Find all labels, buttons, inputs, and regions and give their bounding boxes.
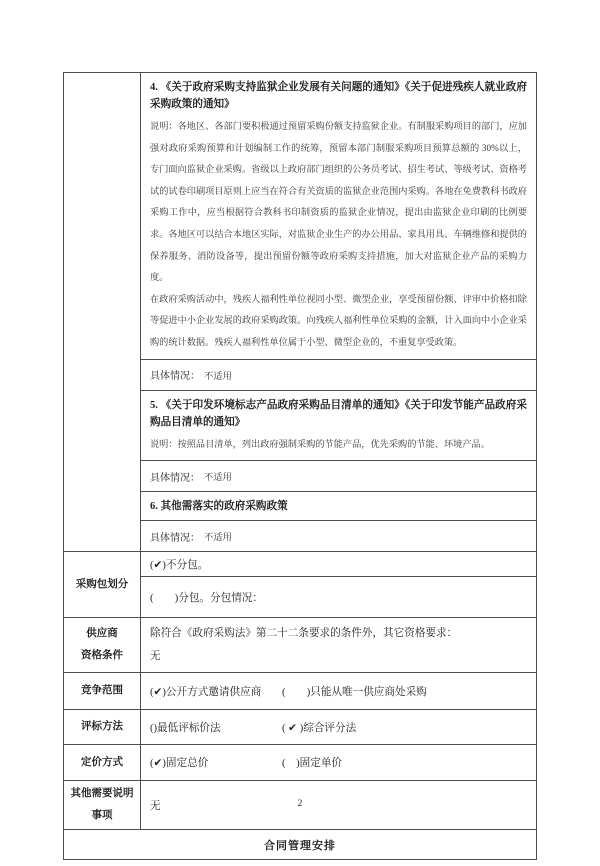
unchecked-option-text: ( )分包。分包情况：	[150, 592, 263, 604]
policy-item-6	[141, 491, 536, 520]
policy-item-6-title: 6. 其他需落实的政府采购政策	[150, 500, 288, 512]
pricing-method-row	[64, 744, 536, 780]
detail-value: 不适用	[204, 371, 232, 382]
empty-left-cell	[64, 73, 141, 551]
policy-item-4-title: 4. 《关于政府采购支持监狱企业发展有关问题的通知》《关于促进残疾人就业政府采购政策的通知》	[150, 82, 527, 110]
detail-label: 具体情况：	[150, 371, 200, 383]
label-line-1: 其他需要说明	[70, 788, 134, 800]
policy-items-row	[64, 73, 536, 551]
procurement-policy-table	[63, 72, 537, 860]
label-line-2: 事项	[91, 810, 113, 822]
package-division-label: 采购包划分	[64, 552, 141, 617]
policy-item-5	[141, 390, 536, 461]
option-subpackage	[141, 576, 536, 617]
competition-scope-options	[141, 673, 536, 709]
policy-items-stack	[141, 73, 536, 551]
lowest-price-option: ()最低评标价法	[150, 722, 221, 734]
open-invitation-option: (✔)公开方式邀请供应商	[150, 686, 262, 698]
contract-management-title: 合同管理安排	[264, 839, 336, 852]
fixed-unit-price-option: ( )固定单价	[282, 758, 343, 770]
policy-item-4-description-1: 说明：各地区、各部门要积极通过预留采购份额支持监狱企业。有制服采购项目的部门，应加强对政府采购预算和计划编制工作的统筹，预留本部门制服采购项目预算总额的 30%以上，专门面向监狱企业采购。省级以上政府部门组织的公务员考试、招生考试、等级考试、资格考试的试卷印刷项目原则上应当在符合有关资质的监狱企业范围内采购。各地在免费教科书政府采购工作中，应当根据符合教科书印制资质的监狱企业情况，提出由监狱企业印刷的比例要求。各地区可以结合本地区实际，对监狱企业生产的办公用品、家具用具、车辆维修和提供的保养服务、消防设备等，提出预留份额等政府采购支持措施，加大对监狱企业产品的采购力度。	[150, 121, 527, 283]
label-line-1: 供应商	[86, 628, 118, 640]
package-division-row	[64, 551, 536, 617]
detail-value: 不适用	[204, 533, 232, 544]
pricing-method-label: 定价方式	[64, 745, 141, 780]
competition-scope-row	[64, 672, 536, 709]
competition-scope-label: 竞争范围	[64, 673, 141, 709]
policy-item-4	[141, 73, 536, 359]
supplier-qualification-row	[64, 617, 536, 672]
label-line-2: 资格条件	[81, 650, 123, 662]
comprehensive-scoring-option: ( ✔ )综合评分法	[282, 722, 357, 734]
supplier-qualification-label	[64, 618, 141, 672]
contract-management-row	[64, 829, 536, 859]
option-no-subpackage	[141, 552, 536, 576]
pricing-method-options	[141, 745, 536, 780]
policy-item-6-detail	[141, 520, 536, 551]
qualification-requirement-text: 除符合《政府采购法》第二十二条要求的条件外，其它资格要求：	[150, 628, 458, 640]
other-notes-value: 无	[150, 800, 161, 812]
supplier-qualification-content	[141, 618, 536, 672]
evaluation-method-row	[64, 709, 536, 744]
policy-item-5-detail	[141, 460, 536, 491]
detail-label: 具体情况：	[150, 472, 200, 484]
page-number: 2	[297, 799, 303, 809]
sole-supplier-option: ( )只能从唯一供应商处采购	[282, 686, 427, 698]
policy-item-4-detail	[141, 359, 536, 390]
policy-item-5-title: 5. 《关于印发环境标志产品政府采购品目清单的通知》《关于印发节能产品政府采购品目清单的通知》	[150, 399, 527, 428]
policy-item-4-description-2: 在政府采购活动中，残疾人福利性单位视同小型、微型企业，享受预留份额、评审中价格扣除等促进中小企业发展的政府采购政策。向残疾人福利性单位采购的金额，计入面向中小企业采购的统计数据。残疾人福利性单位属于小型、微型企业的，不重复享受政策。	[150, 293, 527, 347]
qualification-requirement-value: 无	[150, 651, 161, 663]
policy-item-5-description: 说明：按照品目清单，列出政府强制采购的节能产品，优先采购的节能、环境产品。	[150, 438, 490, 449]
detail-value: 不适用	[204, 473, 232, 484]
package-division-options	[141, 552, 536, 617]
evaluation-method-label: 评标方法	[64, 710, 141, 744]
detail-label: 具体情况：	[150, 532, 200, 544]
evaluation-method-options	[141, 710, 536, 744]
fixed-total-price-option: (✔)固定总价	[150, 758, 209, 770]
checked-option-text: (✔)不分包。	[150, 559, 209, 571]
